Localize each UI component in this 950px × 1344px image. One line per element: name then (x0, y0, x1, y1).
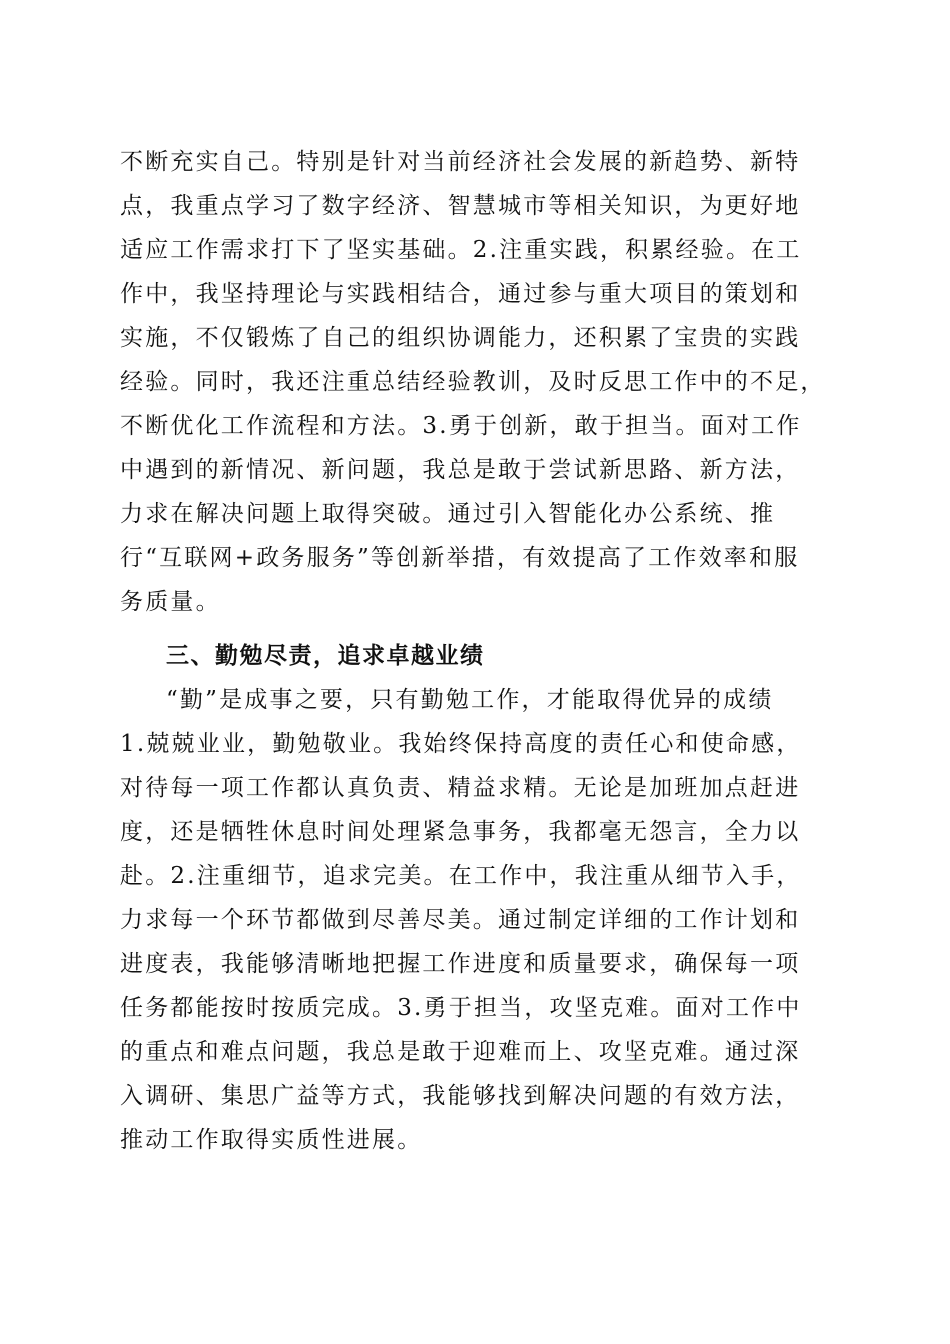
paragraph-line: 适应工作需求打下了坚实基础。2.注重实践，积累经验。在工 (120, 237, 802, 263)
paragraph-line: 务质量。 (120, 589, 221, 615)
paragraph-line: 实施，不仅锻炼了自己的组织协调能力，还积累了宝贵的实践 (120, 325, 801, 351)
paragraph-line: 对待每一项工作都认真负责、精益求精。无论是加班加点赶进 (120, 775, 801, 801)
paragraph-line: 任务都能按时按质完成。3.勇于担当，攻坚克难。面对工作中 (120, 995, 802, 1021)
paragraph-line: 赴。2.注重细节，追求完美。在工作中，我注重从细节入手， (120, 863, 802, 889)
paragraph-line: 力求每一个环节都做到尽善尽美。通过制定详细的工作计划和 (120, 907, 801, 933)
section-heading: 三、勤勉尽责，追求卓越业绩 (166, 643, 485, 669)
paragraph-line: 度，还是牺牲休息时间处理紧急事务，我都毫无怨言，全力以 (120, 819, 801, 845)
paragraph-line: 力求在解决问题上取得突破。通过引入智能化办公系统、推 (120, 501, 776, 527)
paragraph-line: 行“互联网+政务服务”等创新举措，有效提高了工作效率和服 (120, 545, 800, 571)
paragraph-line: 不断优化工作流程和方法。3.勇于创新，敢于担当。面对工作 (120, 413, 802, 439)
paragraph-line: “勤”是成事之要，只有勤勉工作，才能取得优异的成绩 (166, 687, 774, 713)
paragraph-line: 中遇到的新情况、新问题，我总是敢于尝试新思路、新方法， (120, 457, 801, 483)
paragraph-line: 不断充实自己。特别是针对当前经济社会发展的新趋势、新特 (120, 149, 801, 175)
paragraph-line: 经验。同时，我还注重总结经验教训，及时反思工作中的不足， (120, 369, 826, 395)
paragraph-line: 的重点和难点问题，我总是敢于迎难而上、攻坚克难。通过深 (120, 1039, 801, 1065)
paragraph-line: 点，我重点学习了数字经济、智慧城市等相关知识，为更好地 (120, 193, 801, 219)
paragraph-line: 作中，我坚持理论与实践相结合，通过参与重大项目的策划和 (120, 281, 801, 307)
paragraph-line: 进度表，我能够清晰地把握工作进度和质量要求，确保每一项 (120, 951, 801, 977)
paragraph-line: 入调研、集思广益等方式，我能够找到解决问题的有效方法， (120, 1083, 801, 1109)
paragraph-line: 推动工作取得实质性进展。 (120, 1127, 423, 1153)
paragraph-line: 1.兢兢业业，勤勉敬业。我始终保持高度的责任心和使命感， (120, 731, 802, 757)
